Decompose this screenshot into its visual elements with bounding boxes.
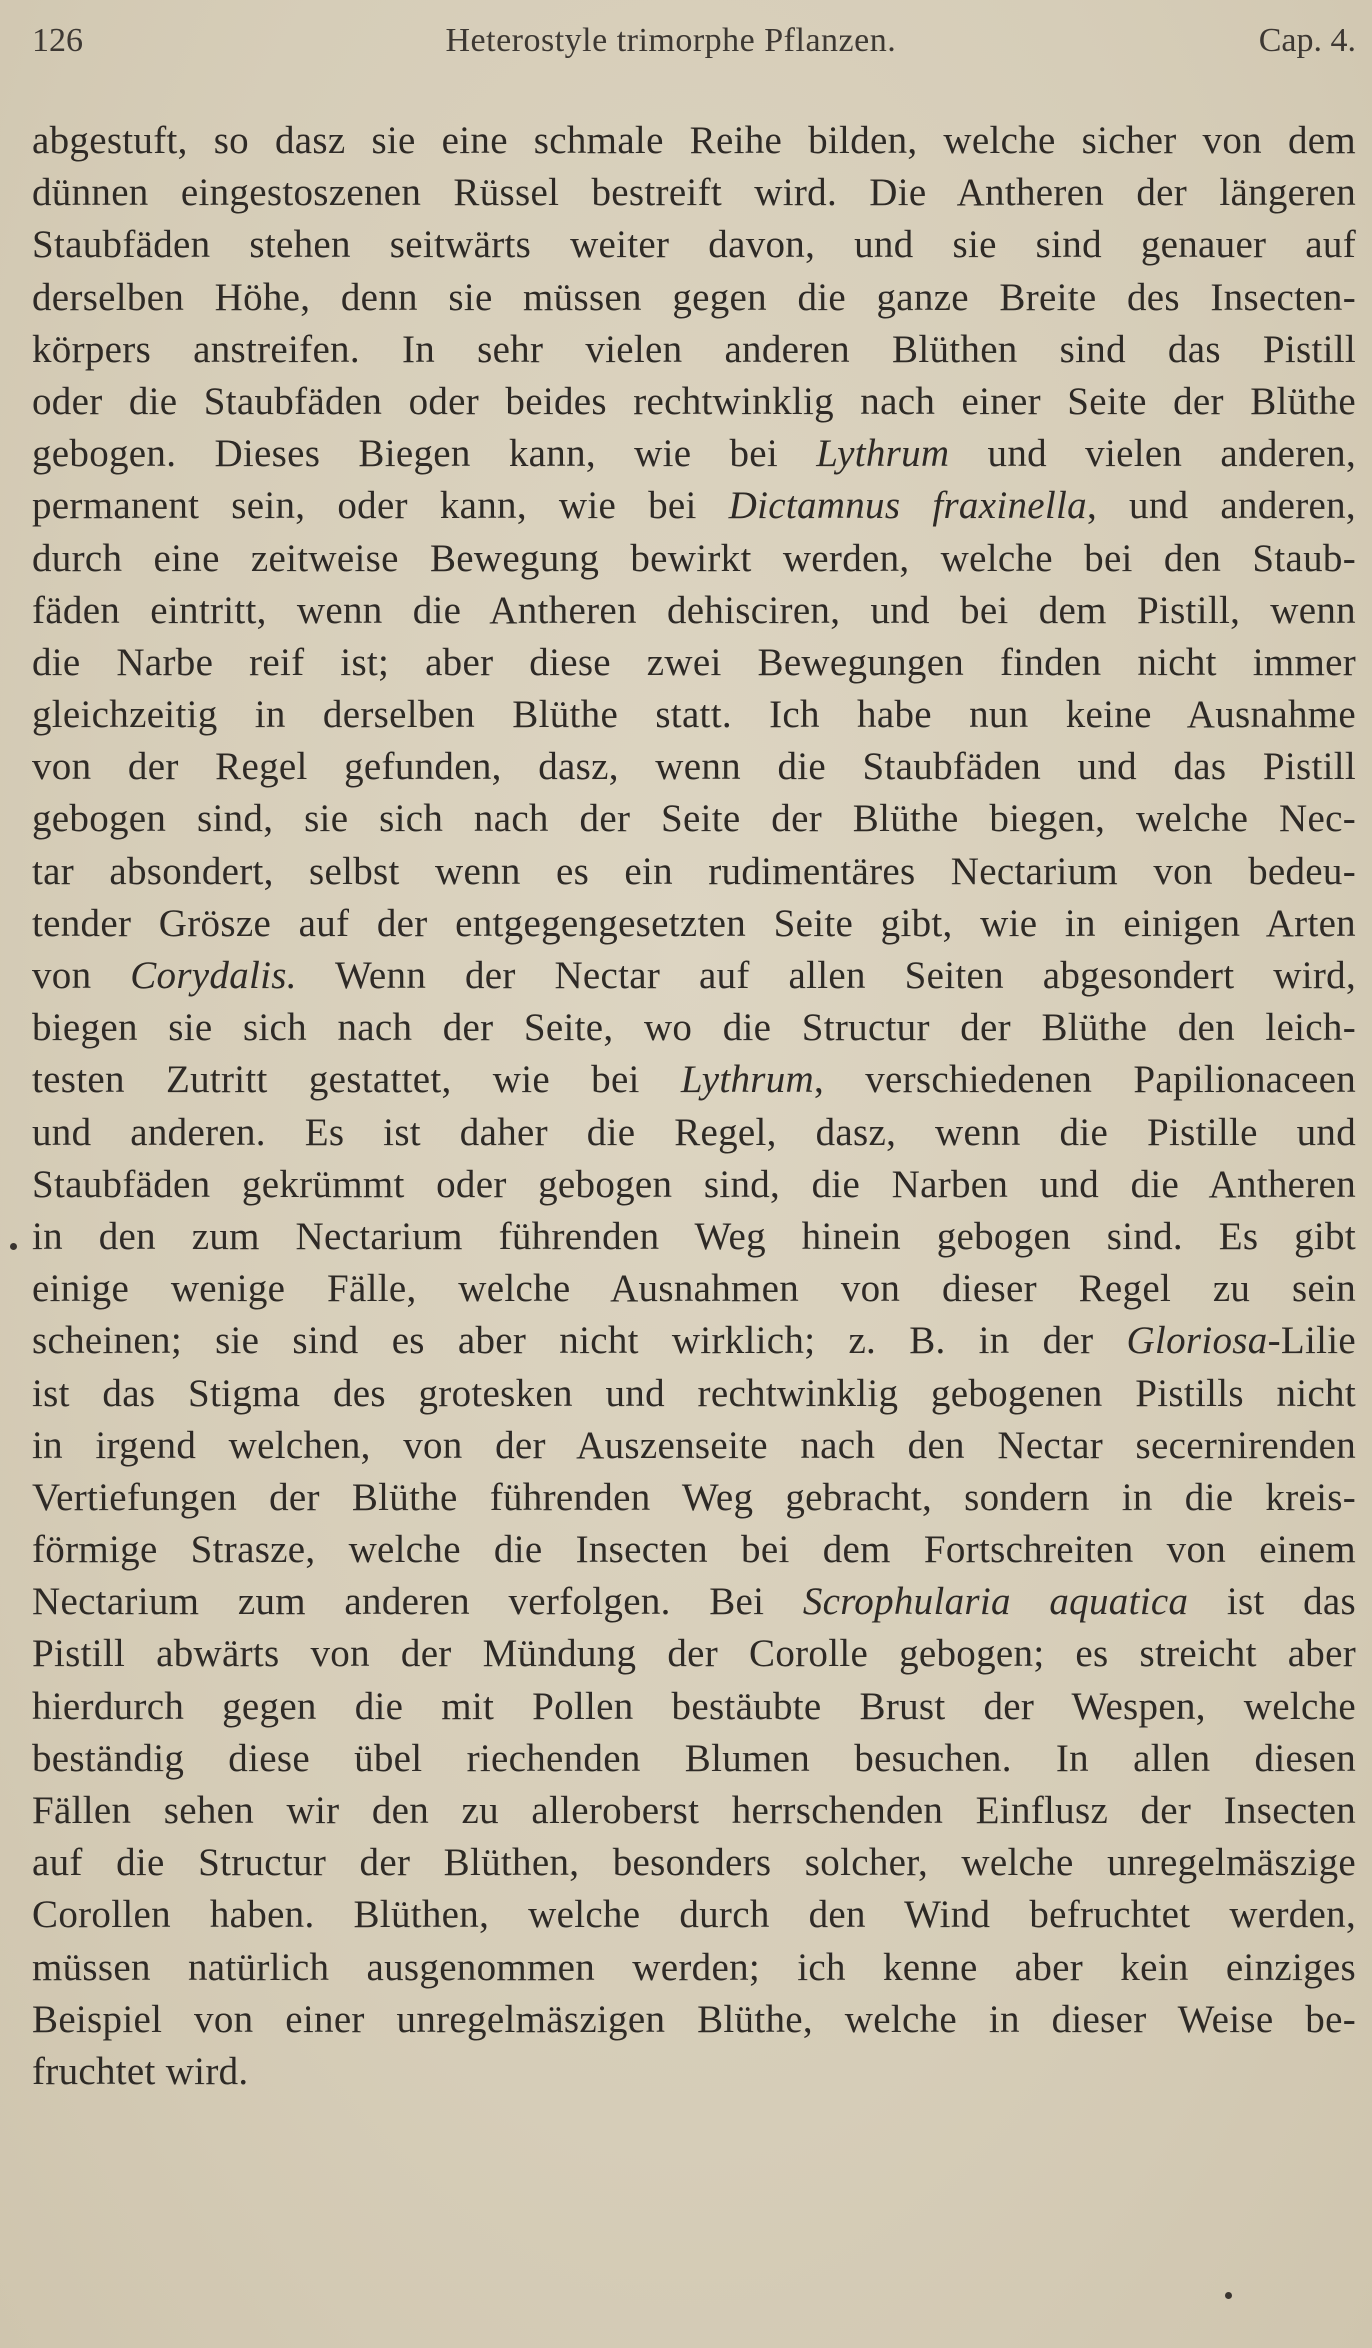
- text-line: [32, 898, 1356, 950]
- line-text: fruchtet wird.: [32, 2049, 249, 2093]
- italic-term: Gloriosa: [1126, 1319, 1268, 1363]
- line-text-tail: ist das: [1188, 1580, 1356, 1624]
- line-text: Fällen sehen wir den zu alleroberst herrschenden Einflusz der Insecten: [32, 1789, 1356, 1832]
- text-line: [32, 1420, 1356, 1472]
- text-line: [32, 115, 1356, 167]
- text-line: [32, 376, 1356, 428]
- text-line: [32, 1054, 1356, 1106]
- line-text: scheinen; sie sind es aber nicht wirklich; z. B. in der: [32, 1319, 1127, 1363]
- line-text: körpers anstreifen. In sehr vielen anderen Blüthen sind das Pistill: [32, 327, 1356, 371]
- text-line: [32, 1837, 1356, 1889]
- line-text: fäden eintritt, wenn die Antheren dehisciren, und bei dem Pistill, wenn: [32, 588, 1356, 632]
- text-line: [32, 1315, 1356, 1367]
- line-text: dünnen eingestoszenen Rüssel bestreift wird. Die Antheren der längeren: [32, 171, 1356, 215]
- text-line: [32, 1785, 1356, 1837]
- text-line: [32, 2046, 1356, 2098]
- line-text: durch eine zeitweise Bewegung bewirkt werden, welche bei den Staub-: [32, 536, 1356, 580]
- line-text: Staubfäden gekrümmt oder gebogen sind, die Narben und die Antheren: [32, 1162, 1356, 1206]
- line-text: tar absondert, selbst wenn es ein rudimentäres Nectarium von bedeu-: [32, 849, 1356, 893]
- line-text: oder die Staubfäden oder beides rechtwinklig nach einer Seite der Blüthe: [32, 379, 1356, 423]
- line-text: hierdurch gegen die mit Pollen bestäubte Brust der Wespen, welche: [32, 1684, 1356, 1728]
- text-line: [32, 585, 1356, 637]
- line-text-tail: -Lilie: [1267, 1319, 1356, 1363]
- text-line: [32, 272, 1356, 324]
- text-line: [32, 637, 1356, 689]
- line-text-tail: , und anderen,: [1086, 484, 1356, 528]
- text-line: [32, 1472, 1356, 1524]
- text-line: [32, 1263, 1356, 1315]
- text-line: [32, 480, 1356, 532]
- line-text: gebogen sind, sie sich nach der Seite der Blüthe biegen, welche Nec-: [32, 797, 1356, 841]
- chapter-label: Cap. 4.: [1258, 22, 1356, 59]
- line-text: gleichzeitig in derselben Blüthe statt. Ich habe nun keine Ausnahme: [32, 693, 1356, 737]
- line-text: einige wenige Fälle, welche Ausnahmen von dieser Regel zu sein: [32, 1267, 1356, 1311]
- line-text: förmige Strasze, welche die Insecten bei dem Fortschreiten von einem: [32, 1528, 1356, 1572]
- italic-term: Dictamnus fraxinella: [728, 484, 1087, 528]
- body-text: [32, 115, 1356, 2098]
- line-text-tail: und vielen anderen,: [949, 432, 1356, 476]
- line-text-tail: Wenn der Nectar auf allen Seiten abgesondert wird,: [296, 954, 1356, 997]
- text-line: [32, 1889, 1356, 1941]
- italic-term: Corydalis.: [130, 954, 297, 997]
- text-line: [32, 219, 1356, 271]
- text-line: [32, 1159, 1356, 1211]
- line-text: beständig diese übel riechenden Blumen besuchen. In allen diesen: [32, 1736, 1356, 1780]
- running-title: Heterostyle trimorphe Pflanzen.: [445, 22, 897, 59]
- text-line: [32, 1681, 1356, 1733]
- line-text: auf die Structur der Blüthen, besonders solcher, welche unregelmäszige: [32, 1841, 1356, 1885]
- line-text: abgestuft, so dasz sie eine schmale Reihe bilden, welche sicher von dem: [32, 119, 1356, 162]
- end-dot: [1225, 2292, 1232, 2299]
- line-text: permanent sein, oder kann, wie bei: [32, 484, 729, 528]
- text-line: [32, 1368, 1356, 1420]
- text-line: [32, 1576, 1356, 1628]
- italic-term: Lythrum: [680, 1058, 814, 1102]
- running-head: [32, 22, 1356, 74]
- page-number: 126: [32, 22, 83, 59]
- text-line: [32, 1211, 1356, 1263]
- text-line: [32, 533, 1356, 585]
- text-line: [32, 793, 1356, 845]
- text-line: [32, 428, 1356, 480]
- margin-speck: [10, 1243, 17, 1250]
- line-text: biegen sie sich nach der Seite, wo die Structur der Blüthe den leich-: [32, 1006, 1356, 1050]
- line-text-tail: , verschiedenen Papilionaceen: [814, 1058, 1357, 1102]
- line-text: von der Regel gefunden, dasz, wenn die Staubfäden und das Pistill: [32, 745, 1356, 789]
- line-text: Nectarium zum anderen verfolgen. Bei: [32, 1580, 803, 1624]
- line-text: Vertiefungen der Blüthe führenden Weg gebracht, sondern in die kreis-: [32, 1475, 1356, 1519]
- text-line: [32, 950, 1356, 1002]
- text-line: [32, 1942, 1356, 1994]
- text-line: [32, 1524, 1356, 1576]
- text-line: [32, 1002, 1356, 1054]
- text-line: [32, 324, 1356, 376]
- text-line: [32, 1628, 1356, 1680]
- text-line: [32, 1733, 1356, 1785]
- line-text: gebogen. Dieses Biegen kann, wie bei: [32, 432, 817, 476]
- line-text: und anderen. Es ist daher die Regel, dasz, wenn die Pistille und: [32, 1110, 1356, 1154]
- italic-term: Lythrum: [816, 432, 950, 476]
- line-text: Staubfäden stehen seitwärts weiter davon, und sie sind genauer auf: [32, 223, 1356, 267]
- text-line: [32, 689, 1356, 741]
- line-text: tender Grösze auf der entgegengesetzten Seite gibt, wie in einigen Arten: [32, 901, 1356, 945]
- line-text: ist das Stigma des grotesken und rechtwinklig gebogenen Pistills nicht: [32, 1371, 1356, 1415]
- line-text: von: [32, 954, 131, 997]
- text-line: [32, 741, 1356, 793]
- line-text: derselben Höhe, denn sie müssen gegen die ganze Breite des Insecten-: [32, 275, 1356, 319]
- text-line: [32, 1107, 1356, 1159]
- italic-term: Scrophularia aquatica: [802, 1580, 1189, 1624]
- line-text: Pistill abwärts von der Mündung der Corolle gebogen; es streicht aber: [32, 1632, 1356, 1676]
- line-text: die Narbe reif ist; aber diese zwei Bewegungen finden nicht immer: [32, 640, 1356, 684]
- text-line: [32, 1994, 1356, 2046]
- text-line: [32, 167, 1356, 219]
- line-text: Beispiel von einer unregelmäszigen Blüthe, welche in dieser Weise be-: [32, 1997, 1356, 2041]
- text-line: [32, 846, 1356, 898]
- line-text: in irgend welchen, von der Auszenseite nach den Nectar secernirenden: [32, 1423, 1356, 1467]
- line-text: testen Zutritt gestattet, wie bei: [32, 1058, 681, 1102]
- line-text: in den zum Nectarium führenden Weg hinein gebogen sind. Es gibt: [32, 1214, 1356, 1258]
- line-text: Corollen haben. Blüthen, welche durch den Wind befruchtet werden,: [32, 1893, 1356, 1937]
- line-text: müssen natürlich ausgenommen werden; ich kenne aber kein einziges: [32, 1945, 1356, 1989]
